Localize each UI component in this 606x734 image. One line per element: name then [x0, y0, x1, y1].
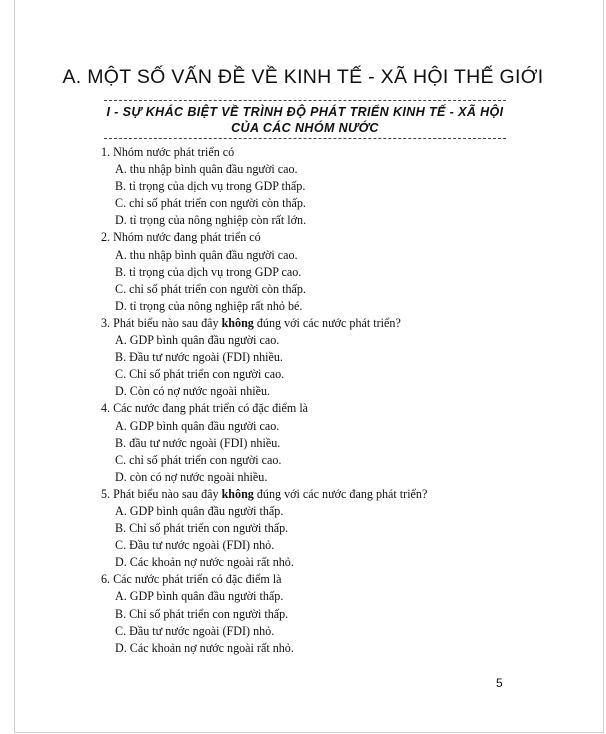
question-2 [101, 229, 521, 314]
question-stem: 6. Các nước phát triển có đặc điểm là [101, 572, 282, 587]
answer-option-b: B. tỉ trọng của dịch vụ trong GDP cao. [115, 264, 302, 279]
question-1 [101, 144, 521, 229]
question-list [101, 144, 521, 657]
answer-option-b: B. tỉ trọng của dịch vụ trong GDP thấp. [115, 179, 306, 194]
answer-option-d: D. còn có nợ nước ngoài nhiều. [115, 469, 268, 484]
question-stem: 4. Các nước đang phát triển có đặc điểm là [101, 401, 309, 416]
answer-option-d: D. tỉ trọng của nông nghiệp rất nhỏ bé. [115, 298, 303, 313]
question-stem: 5. Phát biểu nào sau đây không đúng với các nước đang phát triển? [101, 486, 428, 501]
answer-option-b: B. Đầu tư nước ngoài (FDI) nhiều. [115, 350, 283, 365]
question-stem: 2. Nhóm nước đang phát triển có [101, 230, 261, 245]
answer-option-d: D. tỉ trọng của nông nghiệp còn rất lớn. [115, 213, 307, 228]
answer-option-c: C. chỉ số phát triển con người còn thấp. [115, 196, 306, 211]
answer-option-a: A. thu nhập bình quân đầu người cao. [115, 162, 298, 177]
answer-option-d: D. Các khoản nợ nước ngoài rất nhỏ. [115, 640, 294, 655]
answer-option-b: B. đầu tư nước ngoài (FDI) nhiều. [115, 435, 281, 450]
subsection-heading [104, 100, 506, 139]
answer-option-d: D. Các khoản nợ nước ngoài rất nhỏ. [115, 555, 294, 570]
question-6 [101, 571, 521, 656]
question-3 [101, 315, 521, 400]
answer-option-d: D. Còn có nợ nước ngoài nhiều. [115, 384, 271, 399]
answer-option-c: C. Đầu tư nước ngoài (FDI) nhỏ. [115, 538, 275, 553]
question-stem: 1. Nhóm nước phát triển có [101, 145, 235, 159]
answer-option-a: A. GDP bình quân đầu người cao. [115, 333, 280, 348]
subsection-heading-line-1: I - SỰ KHÁC BIỆT VỀ TRÌNH ĐỘ PHÁT TRIỂN KINH TẾ - XÃ HỘI [106, 105, 504, 119]
answer-option-b: B. Chỉ số phát triển con người thấp. [115, 606, 289, 621]
answer-option-c: C. Đầu tư nước ngoài (FDI) nhỏ. [115, 623, 275, 638]
subsection-heading-line-2: CỦA CÁC NHÓM NƯỚC [231, 121, 379, 135]
answer-option-a: A. GDP bình quân đầu người cao. [115, 418, 280, 433]
question-stem: 3. Phát biểu nào sau đây không đúng với các nước phát triển? [101, 315, 401, 330]
section-title: A. MỘT SỐ VẤN ĐỀ VỀ KINH TẾ - XÃ HỘI THẾ GIỚI [62, 66, 544, 88]
answer-option-c: C. Chỉ số phát triển con người cao. [115, 367, 285, 382]
answer-option-a: A. GDP bình quân đầu người thấp. [115, 589, 284, 604]
question-5 [101, 486, 521, 571]
answer-option-c: C. chỉ số phát triển con người còn thấp. [115, 281, 306, 296]
answer-option-a: A. thu nhập bình quân đầu người cao. [115, 247, 298, 262]
question-4 [101, 400, 521, 485]
answer-option-b: B. Chỉ số phát triển con người thấp. [115, 521, 289, 536]
page-number: 5 [496, 676, 503, 690]
answer-option-c: C. chỉ số phát triển con người cao. [115, 452, 282, 467]
answer-option-a: A. GDP bình quân đầu người thấp. [115, 503, 284, 518]
